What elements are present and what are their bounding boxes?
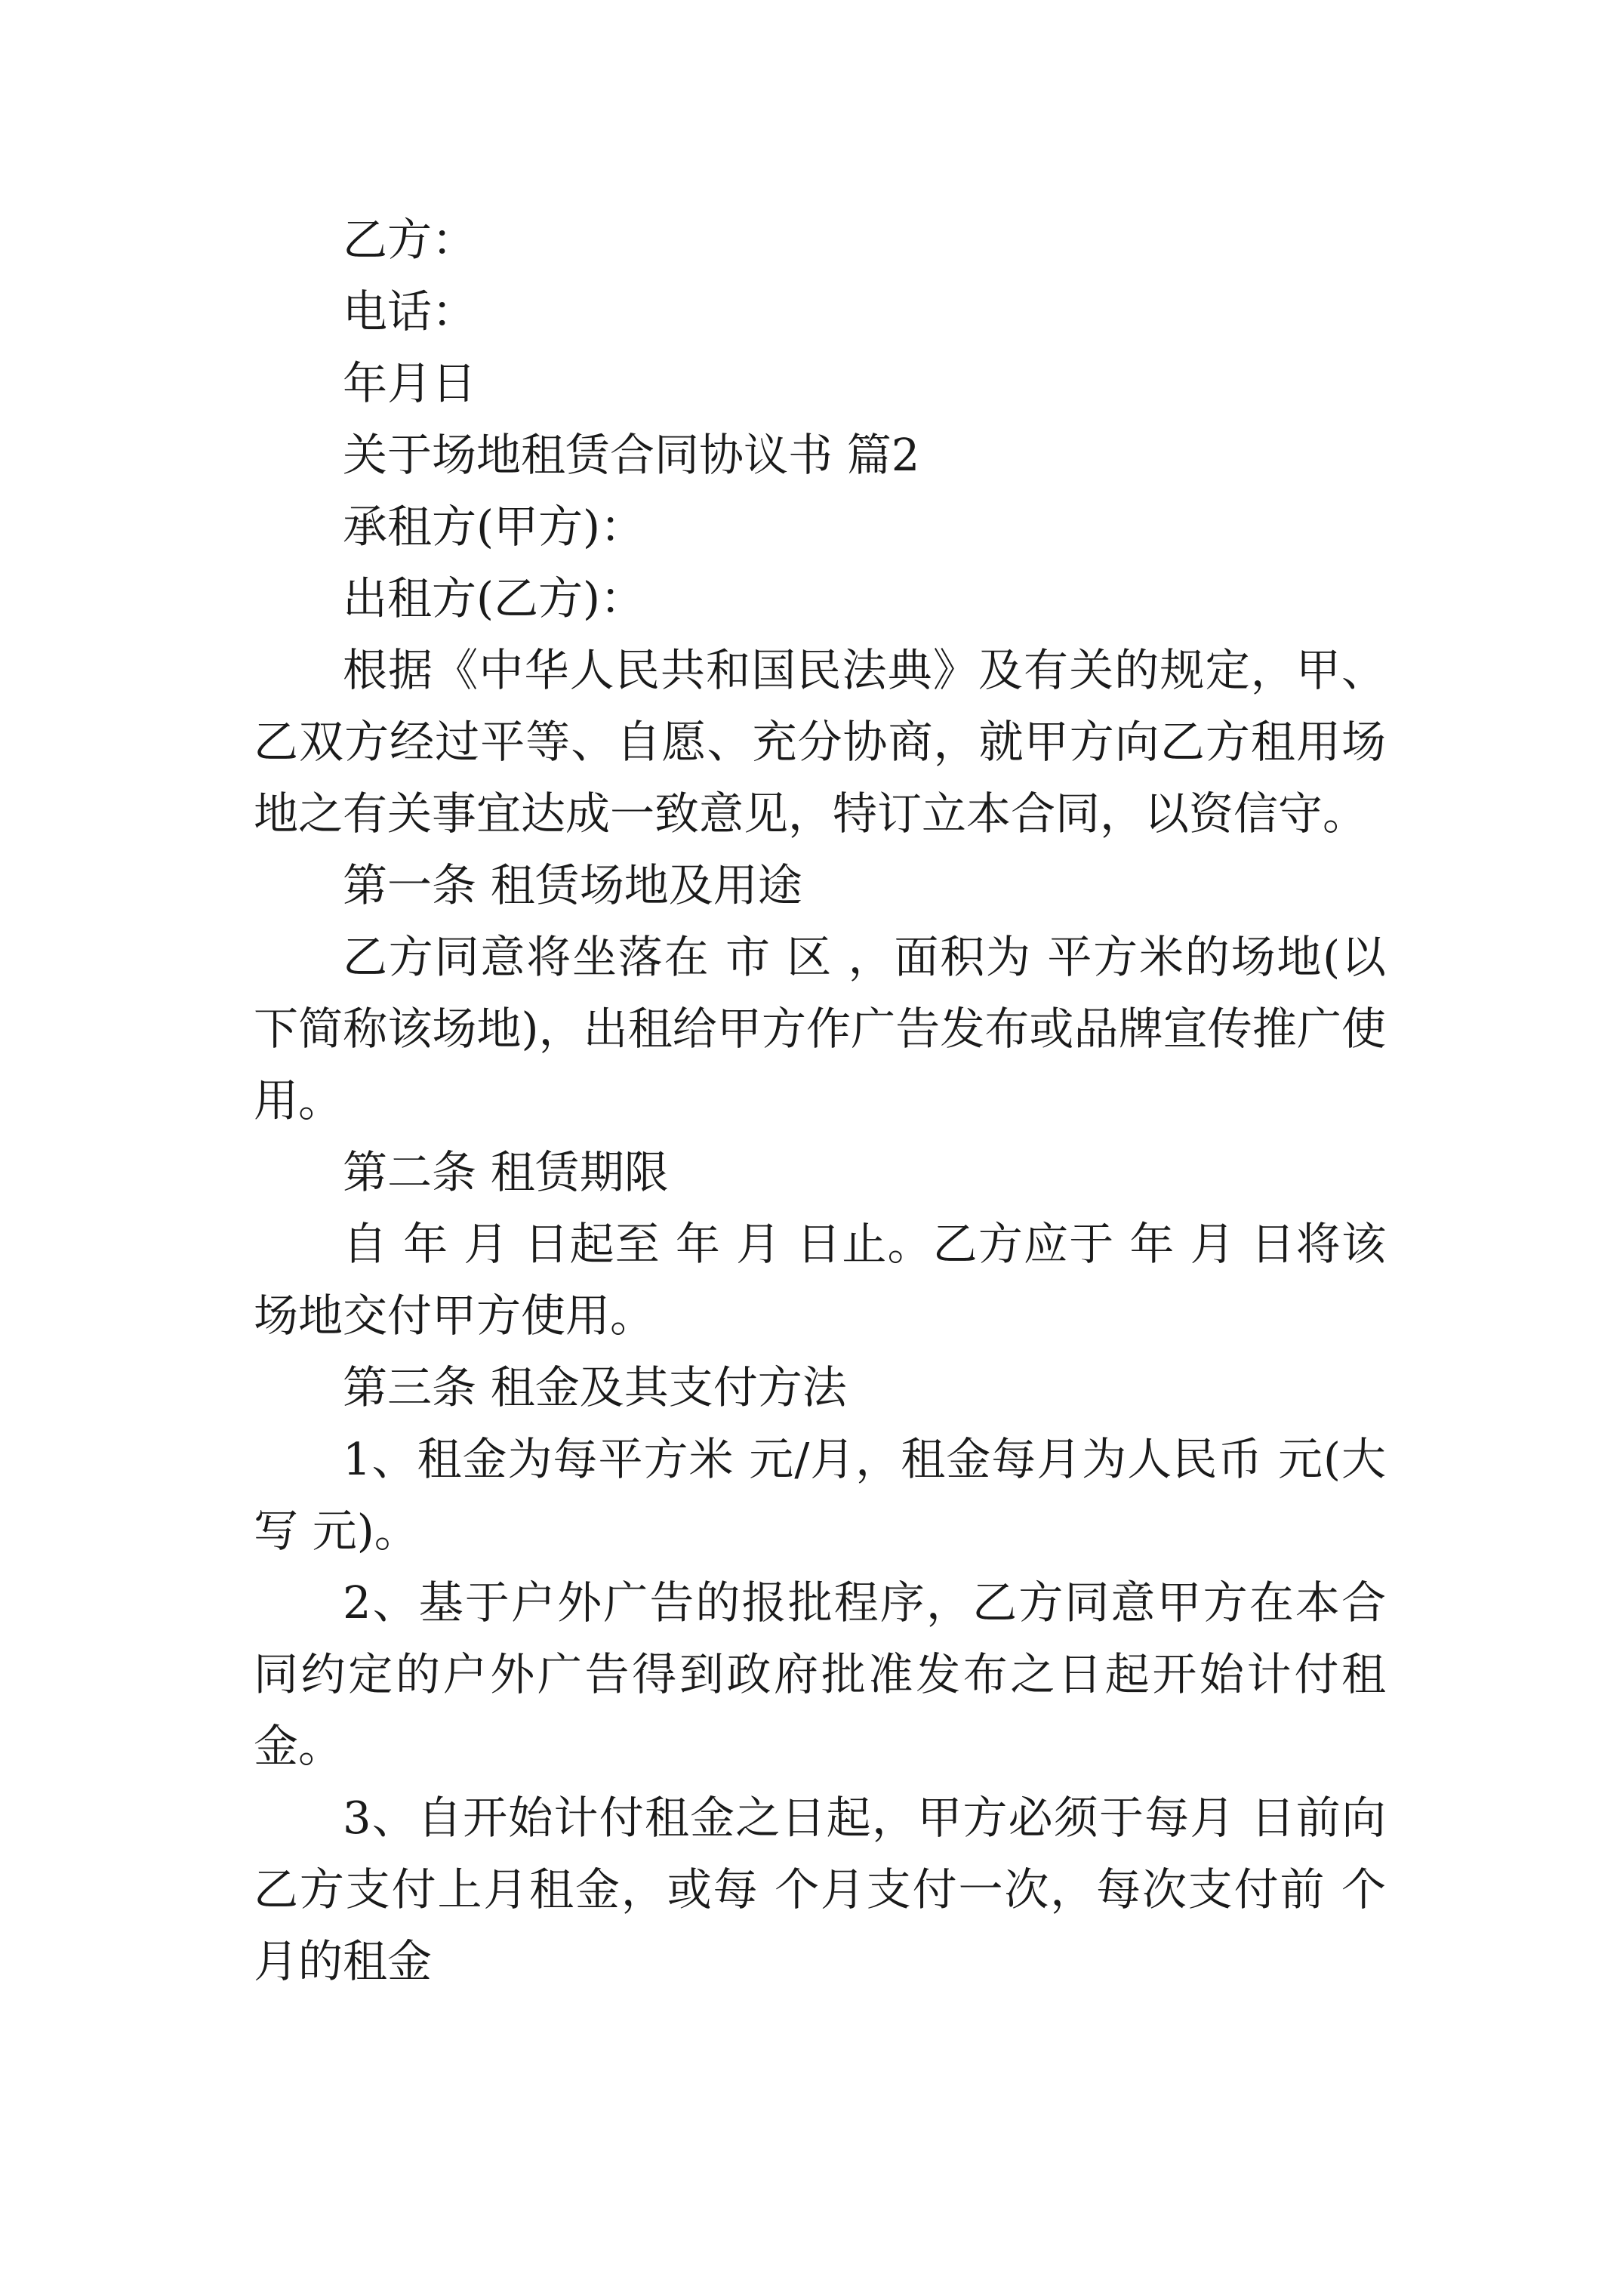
signature-date: 年月日 [343,357,477,409]
article-1-body: 乙方同意将坐落在 市 区 ，面积为 平方米的场地(以下简称该场地)，出租给甲方作广告发布或品牌宣传推广使用。 [254,931,1386,1126]
article-2-title: 第二条 租赁期限 [343,1146,669,1198]
lessor-line: 出租方(乙方)： [343,572,645,624]
article-3-item-3: 3、自开始计付租金之日起，甲方必须于每月 日前向乙方支付上月租金，或每 个月支付一次，每次支付前 个月的租金 [254,1792,1386,1987]
article-3-title: 第三条 租金及其支付方法 [343,1361,847,1413]
article-3-item-2: 2、基于户外广告的报批程序，乙方同意甲方在本合同约定的户外广告得到政府批准发布之日起开始计付租金。 [254,1576,1386,1772]
article-2-body: 自 年 月 日起至 年 月 日止。乙方应于 年 月 日将该场地交付甲方使用。 [254,1218,1386,1342]
section-title: 关于场地租赁合同协议书 篇2 [343,429,920,481]
article-3-item-1: 1、租金为每平方米 元/月，租金每月为人民币 元(大写 元)。 [254,1433,1386,1557]
signature-party-b: 乙方： [343,214,477,266]
document-body [254,204,1386,1997]
signature-phone: 电话： [343,285,477,337]
intro-paragraph: 根据《中华人民共和国民法典》及有关的规定，甲、乙双方经过平等、自愿、充分协商，就甲方向乙方租用场地之有关事宜达成一致意见，特订立本合同，以资信守。 [254,644,1386,840]
article-1-title: 第一条 租赁场地及用途 [343,859,802,911]
lessee-line: 承租方(甲方)： [343,501,645,553]
